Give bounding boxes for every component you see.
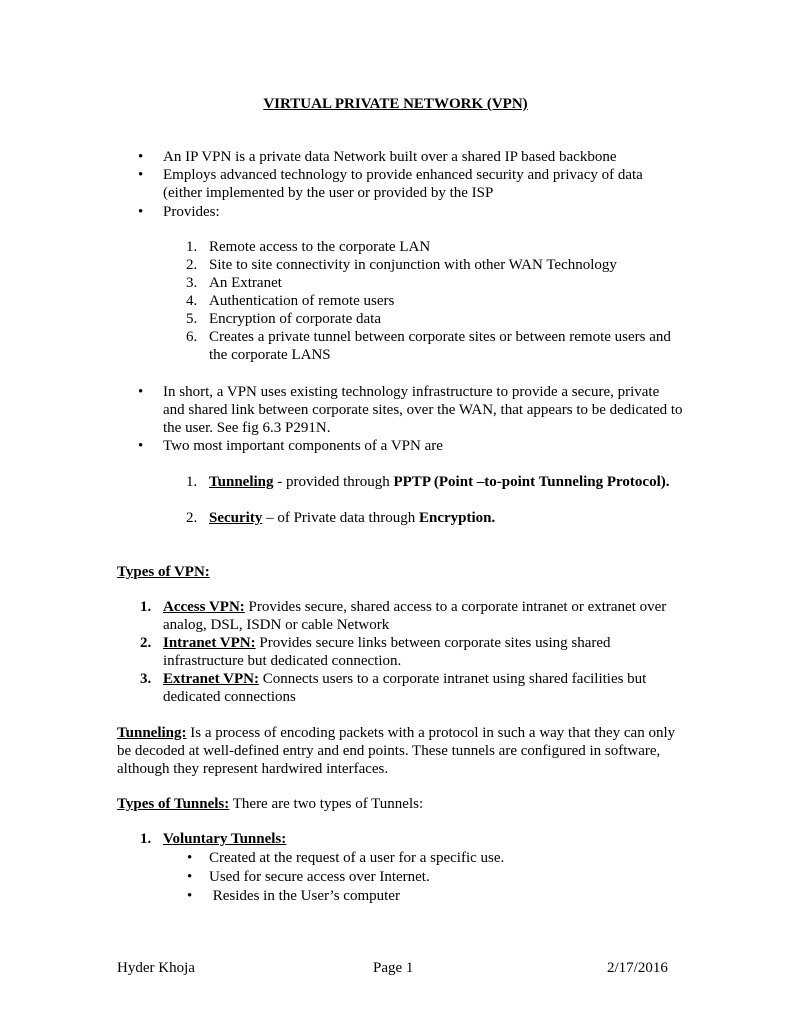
bullet-text: Employs advanced technology to provide enhanced security and privacy of data (either implemented by the user or provided by the ISP bbox=[163, 167, 643, 201]
vpn-type-term: Extranet VPN: bbox=[163, 671, 259, 687]
vpn-type-text bbox=[163, 670, 673, 706]
list-number: 3. bbox=[140, 671, 152, 687]
component-protocol: PPTP (Point –to-point Tunneling Protocol). bbox=[393, 474, 670, 490]
tunneling-text: Is a process of encoding packets with a protocol in such a way that they can only be decoded at well-defined entry and end points. These tunnels are configured in software, although they represent hardwired interfaces. bbox=[117, 725, 676, 777]
tunnel-types-paragraph bbox=[117, 795, 679, 813]
component-term: Security bbox=[209, 510, 263, 526]
bullet-item bbox=[138, 437, 678, 455]
component-term: Tunneling bbox=[209, 474, 274, 490]
sub-bullet-text: Resides in the User’s computer bbox=[209, 888, 400, 904]
component-description: - provided through bbox=[273, 474, 394, 490]
list-number: 1. bbox=[186, 239, 198, 255]
list-number: 1. bbox=[186, 474, 198, 490]
bullet-text: An IP VPN is a private data Network built over a shared IP based backbone bbox=[163, 149, 617, 165]
bullet-icon: • bbox=[138, 149, 144, 165]
list-text: Encryption of corporate data bbox=[209, 311, 382, 327]
vpn-type-text bbox=[163, 634, 673, 670]
types-heading bbox=[117, 563, 679, 581]
tunnel-types-term: Types of Tunnels: bbox=[117, 796, 230, 812]
tunneling-term: Tunneling: bbox=[117, 725, 187, 741]
sub-bullet-text: Created at the request of a user for a specific use. bbox=[209, 850, 505, 866]
list-text: Authentication of remote users bbox=[209, 293, 395, 309]
list-number: 1. bbox=[140, 831, 152, 847]
bullet-item bbox=[138, 383, 683, 437]
voluntary-tunnels-term-text: Voluntary Tunnels: bbox=[163, 831, 287, 847]
bullet-item bbox=[138, 166, 678, 202]
tunnel-types-text: There are two types of Tunnels: bbox=[229, 796, 424, 812]
footer-author: Hyder Khoja bbox=[117, 960, 195, 976]
bullet-text: Provides: bbox=[163, 204, 220, 220]
list-number: 4. bbox=[186, 293, 198, 309]
list-text: Remote access to the corporate LAN bbox=[209, 239, 431, 255]
tunneling-paragraph bbox=[117, 724, 679, 778]
bullet-text: Two most important components of a VPN are bbox=[163, 438, 443, 454]
vpn-type-term: Access VPN: bbox=[163, 599, 245, 615]
component-method: Encryption. bbox=[418, 510, 496, 526]
component-text bbox=[209, 509, 684, 527]
sub-bullet-item bbox=[187, 849, 667, 867]
sub-bullet-text: Used for secure access over Internet. bbox=[209, 869, 430, 885]
list-number: 3. bbox=[186, 275, 198, 291]
list-text: An Extranet bbox=[209, 275, 282, 291]
vpn-type-description: Connects users to a corporate intranet using shared facilities but dedicated connections bbox=[163, 671, 647, 705]
list-number: 2. bbox=[140, 635, 152, 651]
vpn-type-description: Provides secure links between corporate sites using shared infrastructure but dedicated connection. bbox=[163, 635, 611, 669]
component-description: – of Private data through bbox=[262, 510, 419, 526]
voluntary-tunnels-term bbox=[163, 830, 673, 848]
vpn-type-term: Intranet VPN: bbox=[163, 635, 256, 651]
list-number: 6. bbox=[186, 329, 198, 345]
sub-bullet-item bbox=[187, 868, 667, 886]
bullet-item bbox=[138, 148, 678, 166]
types-heading-text: Types of VPN: bbox=[117, 564, 210, 580]
footer-page-number: Page 1 bbox=[373, 960, 414, 976]
bullet-icon: • bbox=[138, 167, 144, 183]
bullet-icon: • bbox=[138, 204, 144, 220]
bullet-icon: • bbox=[187, 888, 193, 904]
bullet-text: In short, a VPN uses existing technology infrastructure to provide a secure, private and shared link between corporate sites, over the WAN, that appears to be dedicated to the user. See fig 6.3 P291N. bbox=[163, 384, 683, 436]
list-number: 2. bbox=[186, 257, 198, 273]
bullet-icon: • bbox=[138, 384, 144, 400]
list-text: Creates a private tunnel between corporate sites or between remote users and the corporate LANS bbox=[209, 329, 671, 363]
list-number: 1. bbox=[140, 599, 152, 615]
vpn-type-description: Provides secure, shared access to a corporate intranet or extranet over analog, DSL, ISDN or cable Network bbox=[163, 599, 667, 633]
component-text bbox=[209, 473, 684, 491]
bullet-item bbox=[138, 203, 678, 221]
list-number: 2. bbox=[186, 510, 198, 526]
bullet-icon: • bbox=[187, 869, 193, 885]
document-title: VIRTUAL PRIVATE NETWORK (VPN) bbox=[263, 96, 528, 112]
bullet-icon: • bbox=[187, 850, 193, 866]
list-text: Site to site connectivity in conjunction with other WAN Technology bbox=[209, 257, 617, 273]
bullet-icon: • bbox=[138, 438, 144, 454]
sub-bullet-item bbox=[187, 887, 667, 905]
vpn-type-text bbox=[163, 598, 673, 634]
footer-date: 2/17/2016 bbox=[607, 960, 668, 976]
list-number: 5. bbox=[186, 311, 198, 327]
